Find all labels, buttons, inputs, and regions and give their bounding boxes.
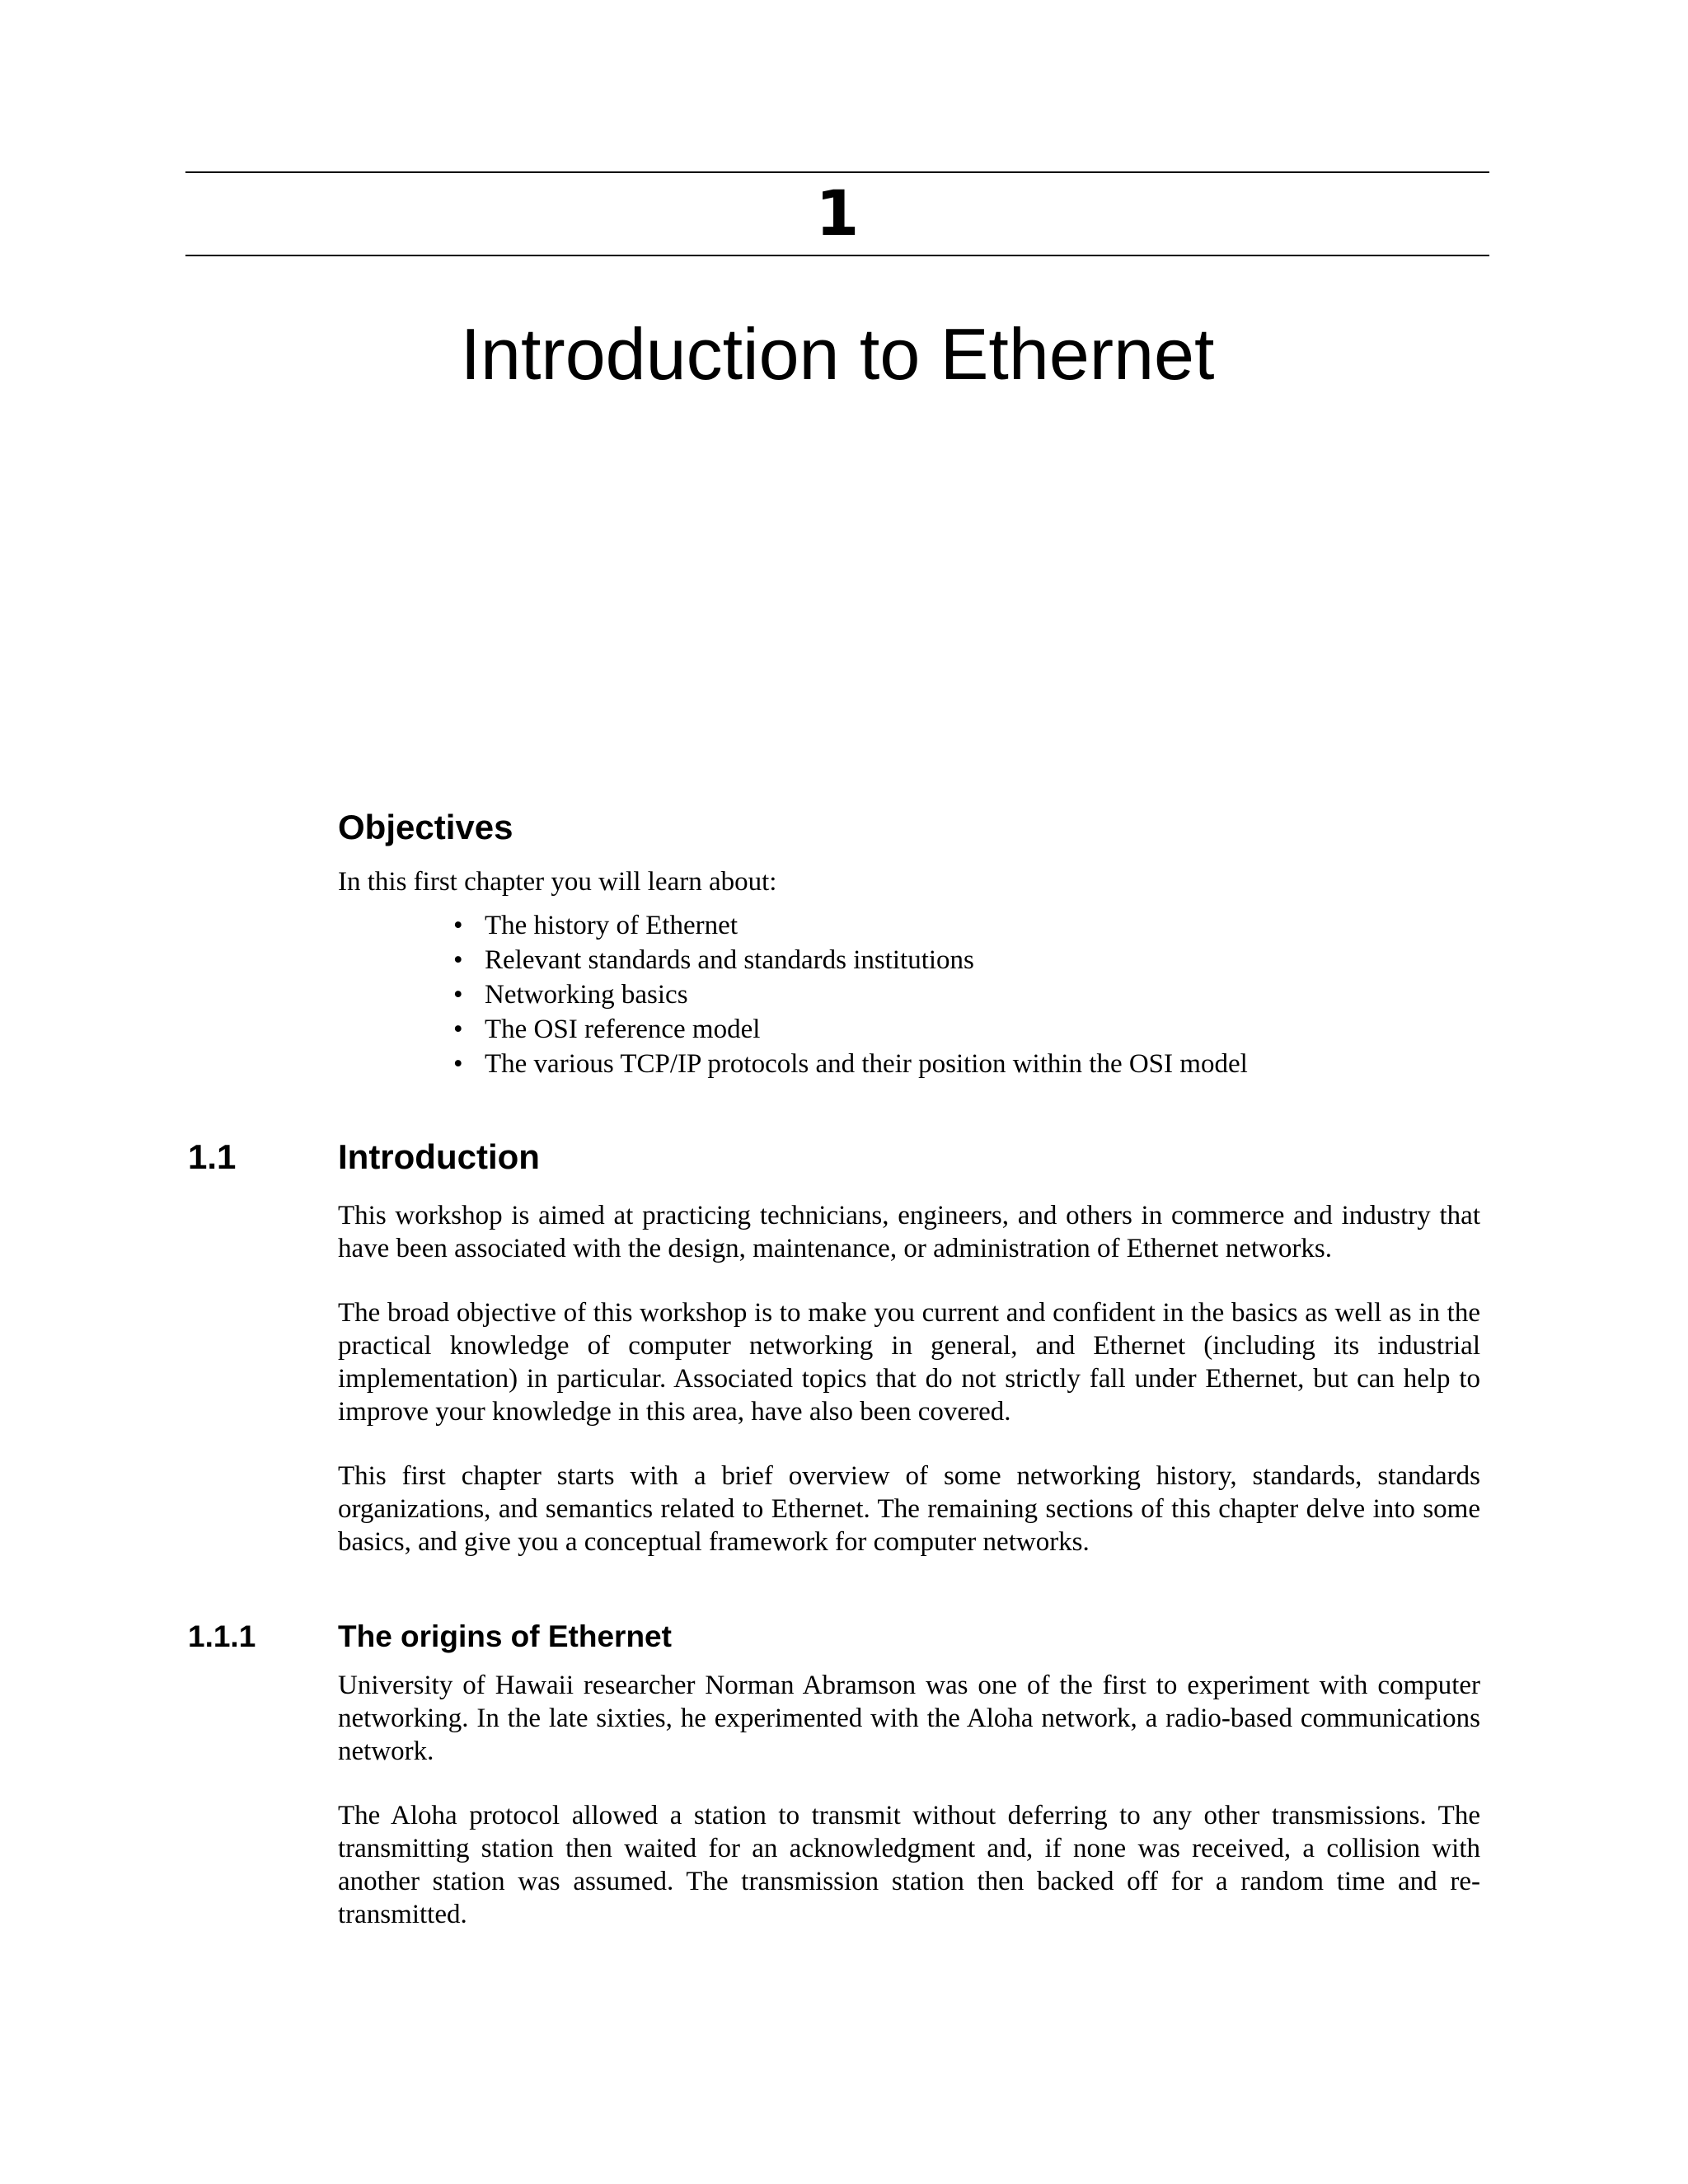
section-1-1-paragraph-1: This workshop is aimed at practicing technicians, engineers, and others in commerce and industry that have been associated with the design, maintenance, or administration of Ethernet networks. [338,1201,1480,1263]
list-item-text: Networking basics [485,980,688,1010]
section-1-1-title: Introduction [338,1137,540,1176]
list-item [450,977,1248,1012]
bullet-icon: • [453,980,463,1010]
list-item-text: The various TCP/IP protocols and their position within the OSI model [485,1049,1248,1079]
list-item [450,1012,1248,1047]
bullet-icon: • [453,945,463,975]
objectives-heading: Objectives [338,808,513,846]
objectives-list [450,908,1248,1081]
chapter-number: 1 [815,176,860,250]
list-item-text: The history of Ethernet [485,911,738,940]
section-1-1-number: 1.1 [188,1137,237,1176]
section-1-1-1-title: The origins of Ethernet [338,1619,672,1653]
list-item-text: The OSI reference model [485,1015,761,1044]
list-item [450,1047,1248,1081]
bullet-icon: • [453,1049,463,1079]
list-item-text: Relevant standards and standards institutions [485,945,974,975]
section-1-1-1-number: 1.1.1 [188,1619,256,1653]
chapter-rule-top [185,171,1489,173]
chapter-rule-bottom [185,255,1489,256]
bullet-icon: • [453,911,463,940]
bullet-icon: • [453,1015,463,1044]
section-1-1-1-paragraph-1: University of Hawaii researcher Norman Abramson was one of the first to experiment with computer networking. In the late sixties, he experimented with the Aloha network, a radio-based communications network. [338,1671,1480,1766]
list-item [450,908,1248,943]
list-item [450,943,1248,977]
section-1-1-1-paragraph-2: The Aloha protocol allowed a station to transmit without deferring to any other transmissions. The transmitting station then waited for an acknowledgment and, if none was received, a collision with another station was assumed. The transmission station then backed off for a random time and re-transmitted. [338,1801,1480,1929]
objectives-intro: In this first chapter you will learn about: [338,867,777,897]
section-1-1-paragraph-2: The broad objective of this workshop is to make you current and confident in the basics as well as in the practical knowledge of computer networking in general, and Ethernet (including its industrial implementation) in particular. Associated topics that do not strictly fall under Ethernet, but can help to improve your knowledge in this area, have also been covered. [338,1298,1480,1427]
section-1-1-paragraph-3: This first chapter starts with a brief overview of some networking history, standards, standards organizations, and semantics related to Ethernet. The remaining sections of this chapter delve into some basics, and give you a conceptual framework for computer networks. [338,1461,1480,1557]
chapter-title: Introduction to Ethernet [460,313,1215,395]
